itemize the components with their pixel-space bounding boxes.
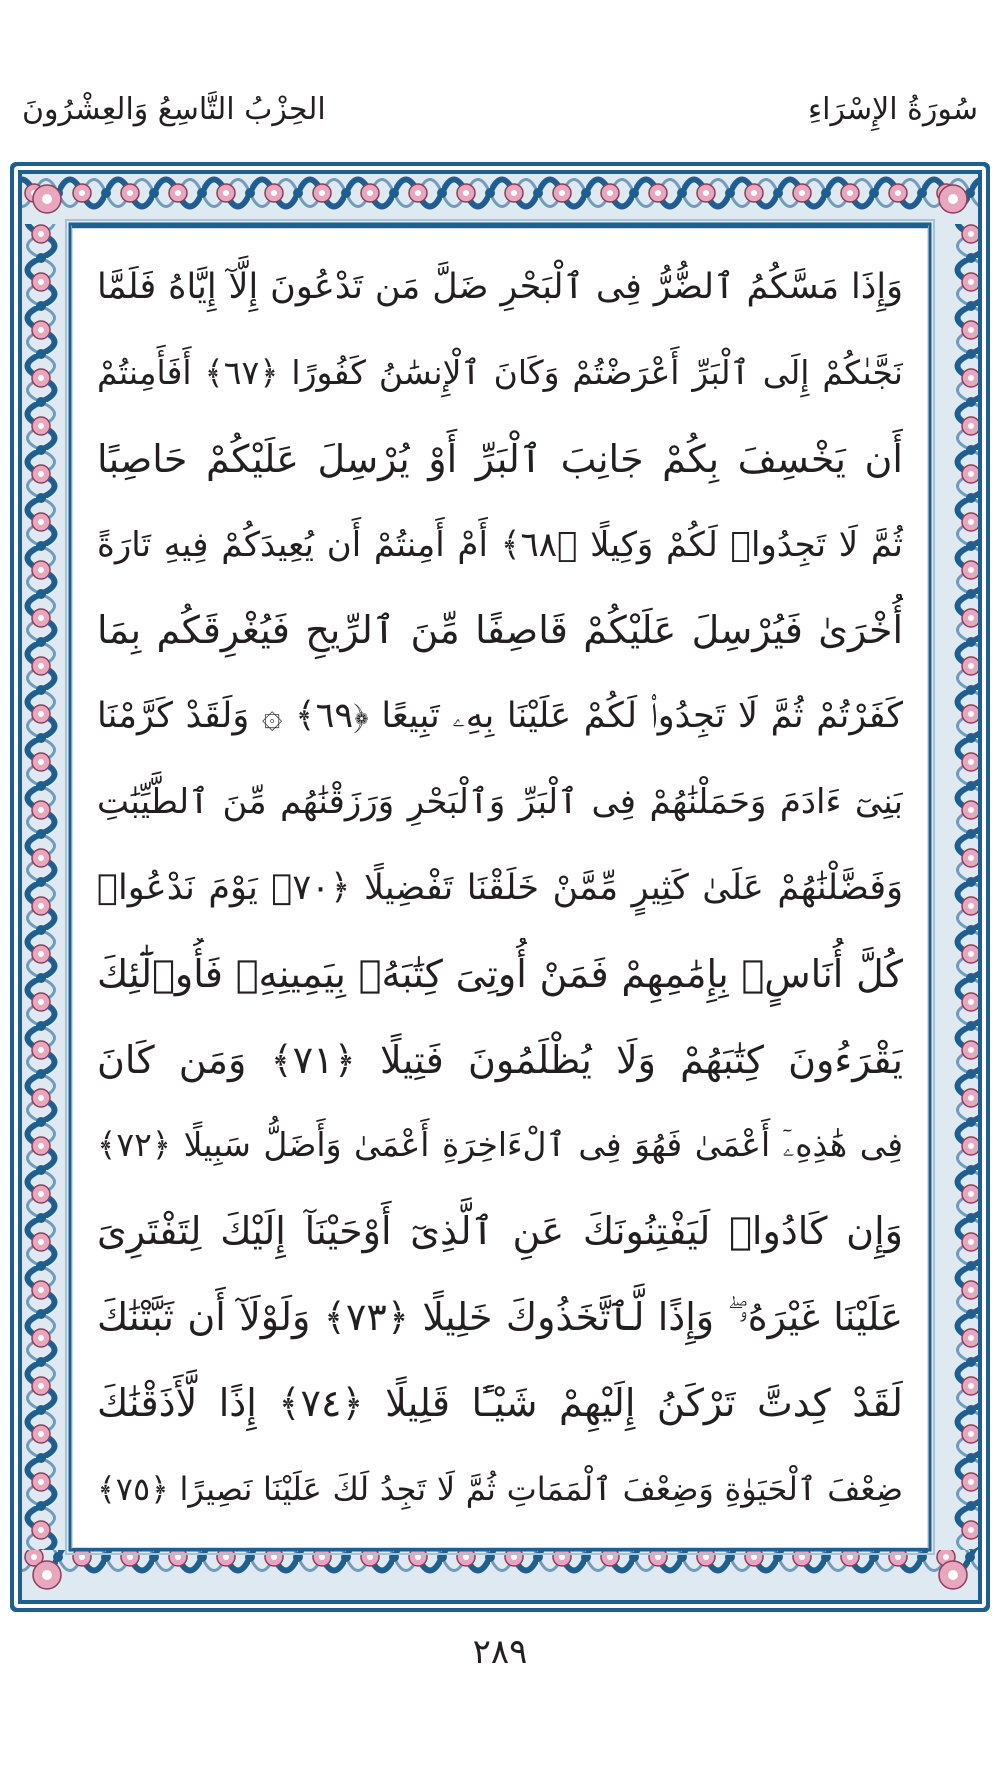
text-line-3: أَن يَخْسِفَ بِكُمْ جَانِبَ ٱلْبَرِّ أَوْ يُرْسِلَ عَلَيْكُمْ حَاصِبًا xyxy=(97,436,903,481)
text-line-15: ضِعْفَ ٱلْحَيَوٰةِ وَضِعْفَ ٱلْمَمَاتِ ثُمَّ لَا تَجِدُ لَكَ عَلَيْنَا نَصِيرًا ﴿٧٥﴾ xyxy=(97,1469,903,1508)
text-line-12: وَإِن كَادُوا۟ لَيَفْتِنُونَكَ عَنِ ٱلَّذِىٓ أَوْحَيْنَآ إِلَيْكَ لِتَفْتَرِىَ xyxy=(97,1209,903,1254)
quran-text-panel xyxy=(72,228,928,1548)
text-line-8: وَفَضَّلْنَٰهُمْ عَلَىٰ كَثِيرٍ مِّمَّنْ خَلَقْنَا تَفْضِيلًا ﴿٧٠﴾ يَوْمَ نَدْعُوا۟ xyxy=(97,867,903,908)
text-line-9: كُلَّ أُنَاسٍۭ بِإِمَٰمِهِمْ فَمَنْ أُوتِىَ كِتَٰبَهُۥ بِيَمِينِهِۦ فَأُو۟لَٰٓئِكَ xyxy=(97,951,903,996)
text-line-13: عَلَيْنَا غَيْرَهُۥ ۖ وَإِذًا لَّٱتَّخَذُوكَ خَلِيلًا ﴿٧٣﴾ وَلَوْلَآ أَن ثَبَّتْنَٰكَ xyxy=(97,1295,903,1340)
hizb-label: الحِزْبُ التَّاسِعُ وَالعِشْرُونَ xyxy=(22,92,326,127)
text-line-11: فِى هَٰذِهِۦٓ أَعْمَىٰ فَهُوَ فِى ٱلْءَاخِرَةِ أَعْمَىٰ وَأَضَلُّ سَبِيلًا ﴿٧٢﴾ xyxy=(97,1125,903,1165)
text-line-7: بَنِىٓ ءَادَمَ وَحَمَلْنَٰهُمْ فِى ٱلْبَرِّ وَٱلْبَحْرِ وَرَزَقْنَٰهُم مِّنَ ٱلطَّيِّبَٰتِ xyxy=(97,782,903,823)
text-line-5: أُخْرَىٰ فَيُرْسِلَ عَلَيْكُمْ قَاصِفًا مِّنَ ٱلرِّيحِ فَيُغْرِقَكُم بِمَا xyxy=(97,608,903,653)
page-number: ٢٨٩ xyxy=(472,1632,528,1672)
text-line-14: لَقَدْ كِدتَّ تَرْكَنُ إِلَيْهِمْ شَيْـًٔا قَلِيلًا ﴿٧٤﴾ إِذًا لَّأَذَقْنَٰكَ xyxy=(97,1380,903,1425)
verse-lines xyxy=(97,251,903,1525)
text-line-6: كَفَرْتُمْ ثُمَّ لَا تَجِدُوا۟ لَكُمْ عَلَيْنَا بِهِۦ تَبِيعًا ﴿٦٩﴾ ۞ وَلَقَدْ كَرَّمْنَا xyxy=(97,696,903,737)
text-line-1: وَإِذَا مَسَّكُمُ ٱلضُّرُّ فِى ٱلْبَحْرِ ضَلَّ مَن تَدْعُونَ إِلَّآ إِيَّاهُ فَلَمَّا xyxy=(97,267,903,307)
text-line-4: ثُمَّ لَا تَجِدُوا۟ لَكُمْ وَكِيلًا ﴿٦٨﴾ أَمْ أَمِنتُمْ أَن يُعِيدَكُمْ فِيهِ تَارَةً xyxy=(97,524,903,565)
text-line-10: يَقْرَءُونَ كِتَٰبَهُمْ وَلَا يُظْلَمُونَ فَتِيلًا ﴿٧١﴾ وَمَن كَانَ xyxy=(97,1037,903,1082)
surah-name: سُورَةُ الإِسْرَاءِ xyxy=(808,92,978,127)
text-line-2: نَجَّىٰكُمْ إِلَى ٱلْبَرِّ أَعْرَضْتُمْ وَكَانَ ٱلْإِنسَٰنُ كَفُورًا ﴿٦٧﴾ أَفَأَمِنتُمْ xyxy=(97,352,903,392)
